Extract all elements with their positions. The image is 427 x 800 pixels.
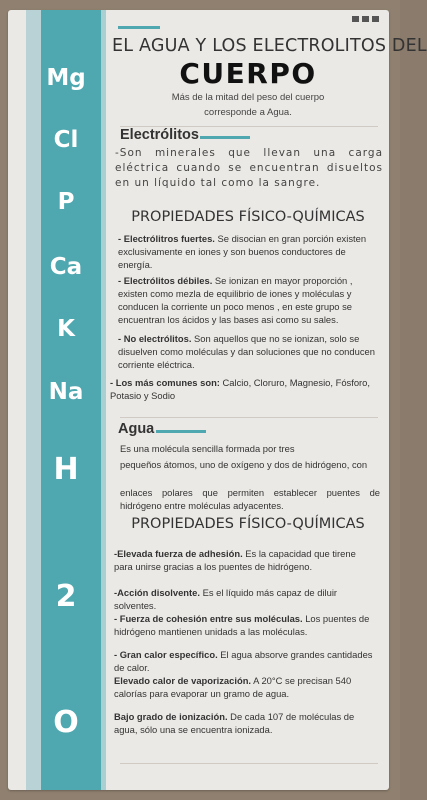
- item-term: - Electrólitos débiles.: [118, 275, 213, 286]
- list-item: [118, 232, 378, 271]
- sidebar-stripe-edge: [101, 10, 106, 790]
- page-subtitle: Más de la mitad del peso del cuerpo corresponde a Agua.: [171, 92, 325, 118]
- list-item: [118, 274, 380, 326]
- title-accent: [118, 26, 160, 29]
- symbol-ca: Ca: [49, 254, 83, 280]
- item-text: De cada 107 de moléculas de agua, sólo una se encuentra ionizada.: [114, 711, 355, 735]
- item-term: -Elevada fuerza de adhesión.: [114, 548, 243, 559]
- item-term: - No electrólitos.: [118, 333, 192, 344]
- symbol-na: Na: [48, 379, 84, 405]
- page-title-line1: EL AGUA Y LOS ELECTROLITOS DEL: [112, 36, 427, 56]
- symbol-cl: Cl: [53, 127, 79, 153]
- heading-accent: [156, 430, 206, 433]
- item-text: Son aquellos que no se ionizan, solo se disuelven como moléculas y dan soluciones que no conducen corriente eléctrica.: [118, 333, 375, 370]
- symbol-mg: Mg: [46, 65, 86, 91]
- item-text: Se disocian en gran porción existen exclusivamente en iones y son buenos conductores de energía.: [118, 233, 367, 270]
- symbol-o: O: [53, 705, 79, 740]
- agua-line1: Es una molécula sencilla formada por tres: [120, 443, 295, 454]
- agua-line3: enlaces polares que permiten establecer puentes de hidrógeno entre moléculas adyacentes.: [120, 487, 380, 511]
- heading-accent: [200, 136, 250, 139]
- item-term: Elevado calor de vaporización.: [114, 675, 252, 686]
- list-item: [114, 586, 376, 612]
- item-term: - Gran calor específico.: [114, 649, 218, 660]
- list-item: [118, 332, 380, 371]
- electrolitos-props-heading: PROPIEDADES FÍSICO-QUÍMICAS: [131, 209, 365, 225]
- divider: [120, 763, 378, 764]
- page-title-line2: CUERPO: [179, 57, 317, 90]
- list-item: [114, 612, 376, 638]
- list-item: [110, 376, 382, 402]
- section-heading-electrolitos: Electrólitos: [120, 127, 199, 143]
- list-item: [114, 674, 376, 700]
- list-item: [114, 648, 376, 674]
- list-item: [114, 547, 376, 573]
- item-term: - Fuerza de cohesión entre sus moléculas.: [114, 613, 303, 624]
- item-text: Se ionizan en mayor proporción , existen como mezla de equilibrio de iones y moléculas y conducen la corriente un poco menos , en este grupo se encuentran los ácidos y las bases asi como su sales.: [118, 275, 353, 325]
- list-item: [114, 710, 376, 736]
- item-text: Es la capacidad que tirene para unirse gracias a los puentes de hidrógeno.: [114, 548, 356, 572]
- item-text: Los puentes de hidrógeno mantienen unidads a las moléculas.: [114, 613, 370, 637]
- item-term: - Electrólitros fuertes.: [118, 233, 215, 244]
- item-text: El agua absorve grandes cantidades de calor.: [114, 649, 373, 673]
- symbol-h: H: [53, 452, 79, 487]
- symbol-p: P: [57, 189, 75, 215]
- item-term: - Los más comunes son:: [110, 377, 220, 388]
- item-text: Es el líquido más capaz de diluir solventes.: [114, 587, 338, 611]
- menu-dots-icon: [352, 16, 379, 22]
- item-term: Bajo grado de ionización.: [114, 711, 228, 722]
- symbol-2: 2: [55, 579, 77, 614]
- symbol-k: K: [57, 316, 75, 342]
- item-term: -Acción disolvente.: [114, 587, 200, 598]
- item-text: A 20°C se precisan 540 calorías para evaporar un gramo de agua.: [114, 675, 352, 699]
- electrolitos-intro: -Son minerales que llevan una carga eléctrica cuando se encuentran disueltos en un líquido tal como la sangre.: [115, 147, 383, 189]
- item-text: Calcio, Cloruro, Magnesio, Fósforo, Potasio y Sodio: [110, 377, 370, 401]
- section-heading-agua: Agua: [118, 421, 155, 437]
- agua-props-heading: PROPIEDADES FÍSICO-QUÍMICAS: [131, 516, 365, 532]
- infographic-card: [8, 10, 427, 790]
- divider: [120, 417, 378, 418]
- agua-line2: pequeños átomos, uno de oxígeno y dos de hidrógeno, con: [120, 459, 368, 470]
- element-symbols: [41, 10, 91, 790]
